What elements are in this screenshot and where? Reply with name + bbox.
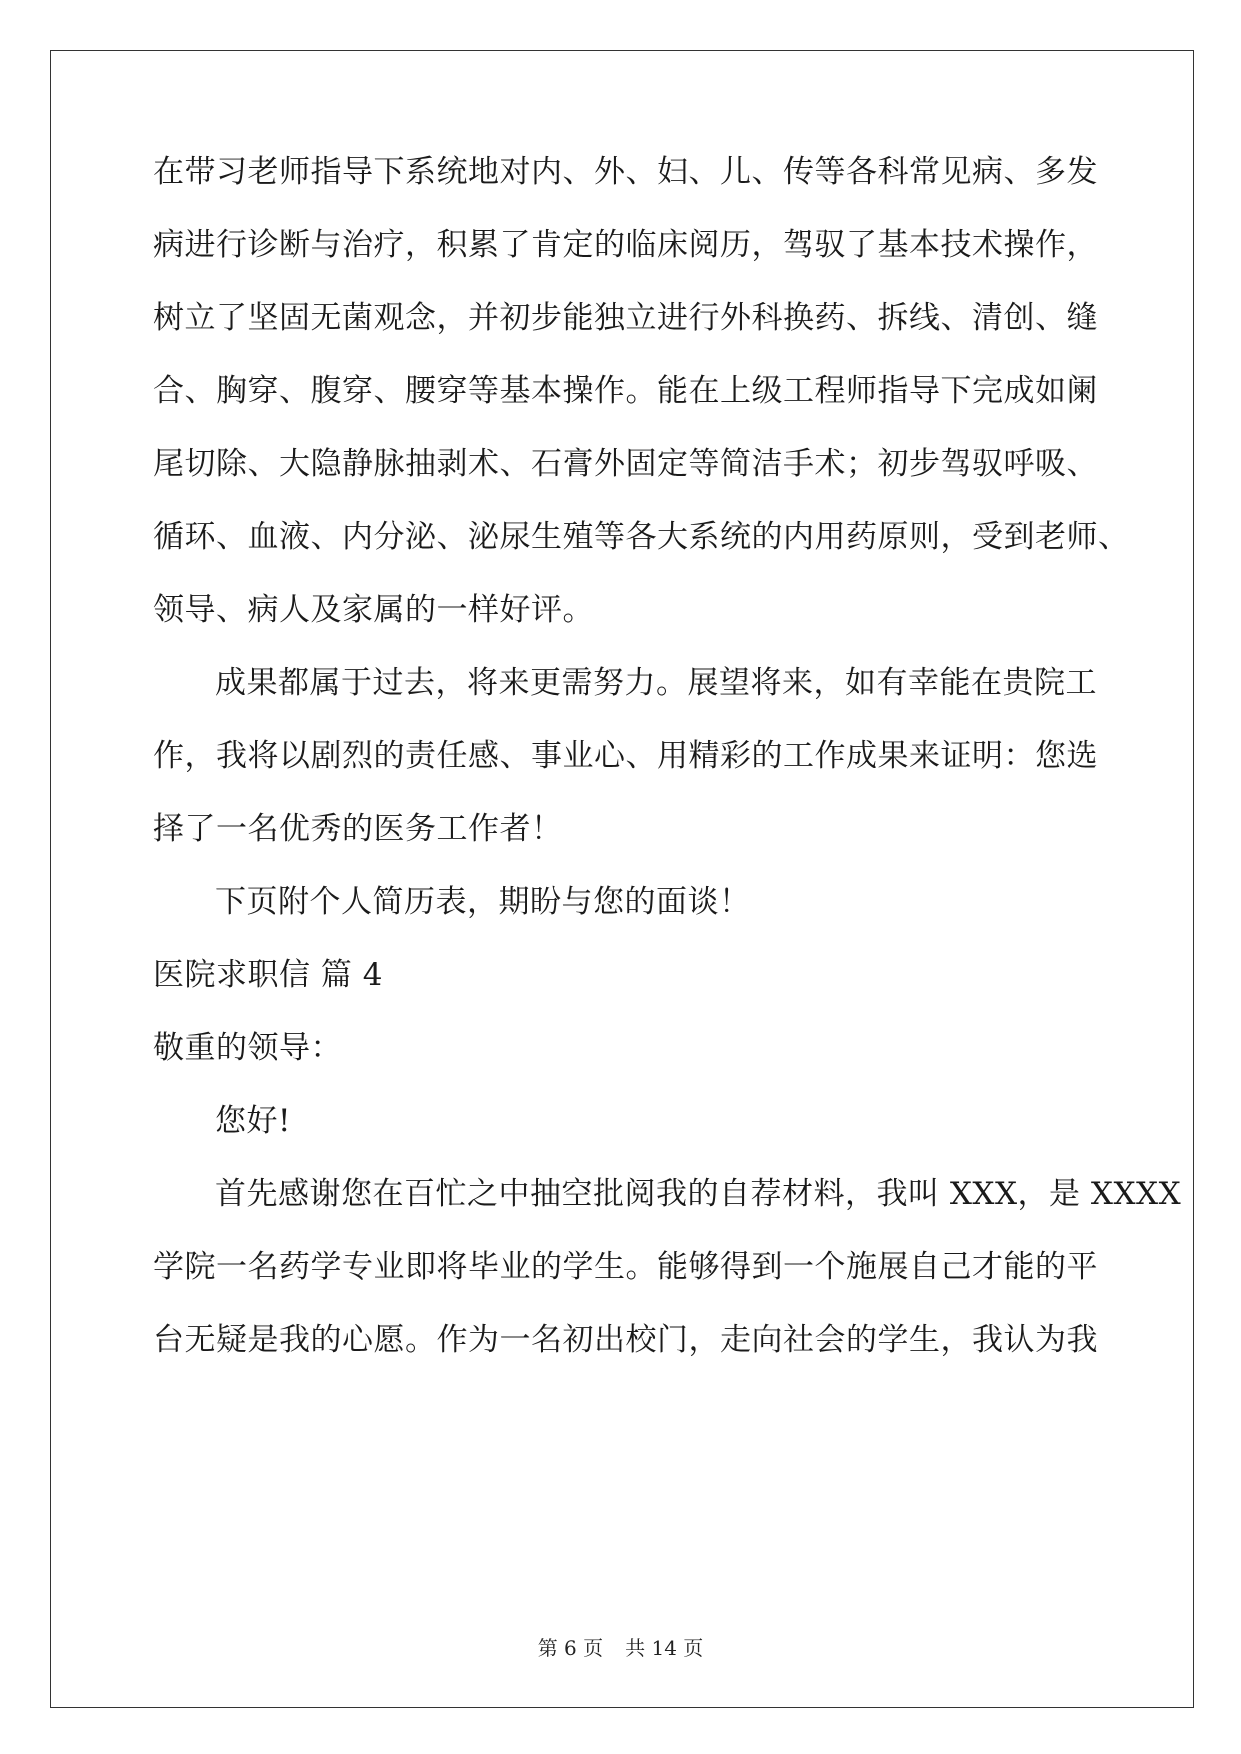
body-line: 循环、血液、内分泌、泌尿生殖等各大系统的内用药原则，受到老师、 <box>153 519 1130 555</box>
page-number-total: 共 14 页 <box>625 1636 704 1660</box>
body-line: 学院一名药学专业即将毕业的学生。能够得到一个施展自己才能的平 <box>153 1249 1098 1285</box>
body-line: 台无疑是我的心愿。作为一名初出校门，走向社会的学生，我认为我 <box>153 1322 1098 1358</box>
paragraph-start-line: 成果都属于过去，将来更需努力。展望将来，如有幸能在贵院工 <box>215 665 1097 701</box>
page-number-current: 第 6 页 <box>537 1636 604 1660</box>
body-line: 在带习老师指导下系统地对内、外、妇、儿、传等各科常见病、多发 <box>153 154 1098 190</box>
greeting: 您好! <box>215 1103 291 1139</box>
page-footer <box>0 1632 1241 1661</box>
body-line: 作，我将以剧烈的责任感、事业心、用精彩的工作成果来证明：您选 <box>153 738 1098 774</box>
body-line: 树立了坚固无菌观念，并初步能独立进行外科换药、拆线、清创、缝 <box>153 300 1098 336</box>
body-line: 病进行诊断与治疗，积累了肯定的临床阅历，驾驭了基本技术操作， <box>153 227 1098 263</box>
section-heading: 医院求职信 篇 4 <box>153 957 383 993</box>
salutation: 敬重的领导： <box>153 1030 342 1066</box>
body-line: 尾切除、大隐静脉抽剥术、石膏外固定等简洁手术；初步驾驭呼吸、 <box>153 446 1098 482</box>
body-line: 合、胸穿、腹穿、腰穿等基本操作。能在上级工程师指导下完成如阑 <box>153 373 1098 409</box>
paragraph-start-line: 下页附个人简历表，期盼与您的面谈！ <box>215 884 751 920</box>
paragraph-start-line: 首先感谢您在百忙之中抽空批阅我的自荐材料，我叫 XXX，是 XXXX <box>215 1176 1182 1212</box>
body-line: 择了一名优秀的医务工作者！ <box>153 811 563 847</box>
body-line: 领导、病人及家属的一样好评。 <box>153 592 594 628</box>
